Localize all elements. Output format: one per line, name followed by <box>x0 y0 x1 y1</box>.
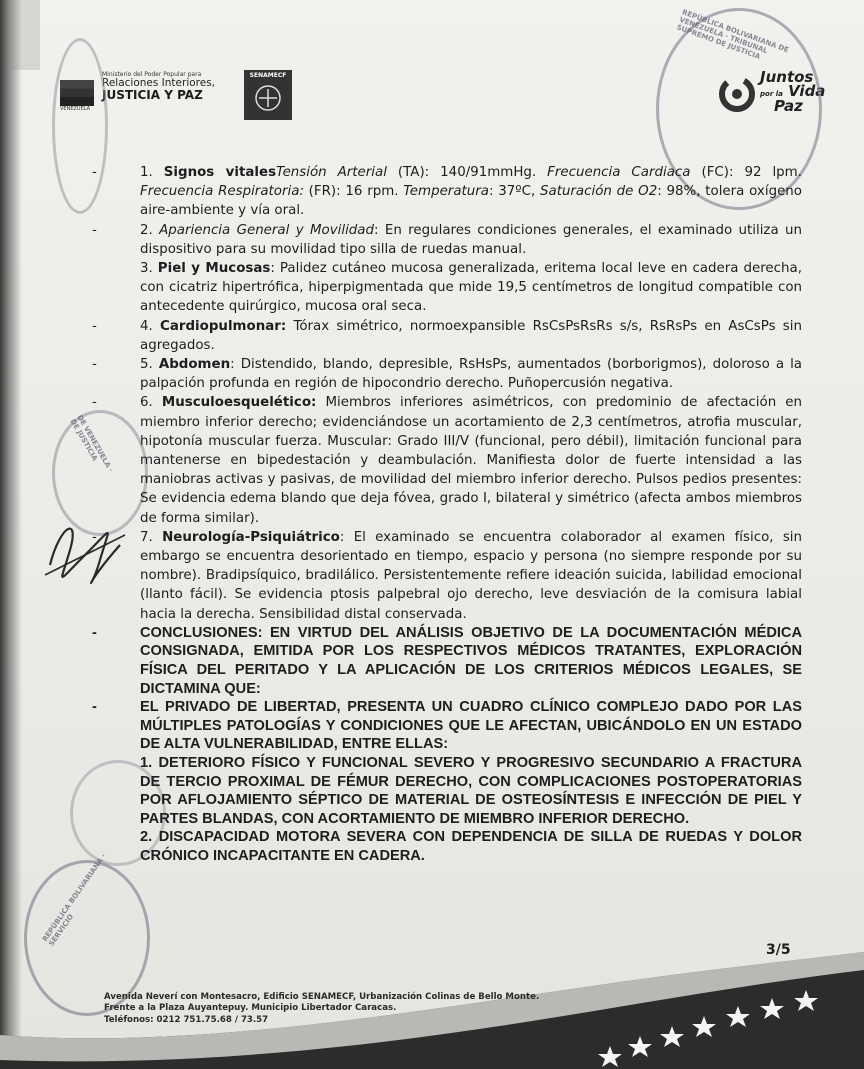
finding-text-segment: Saturación de O2 <box>539 184 658 200</box>
finding-number: 1. <box>140 165 164 180</box>
finding-text-segment: : 98%, tolera oxígeno aire-ambiente y vía oral. <box>140 184 802 219</box>
finding-text-segment: Tensión Arterial <box>276 165 387 180</box>
finding-number: 2. <box>140 222 160 238</box>
finding-text-segment: Tórax simétrico, normoexpansible RsCsPsRsRs s/s, RsRsPs en AsCsPs sin agregados. <box>140 318 802 353</box>
finding-text <box>116 355 802 393</box>
finding-text <box>116 393 802 527</box>
finding-number: 7. <box>140 529 163 545</box>
vida-word: Vida <box>788 82 826 101</box>
finding-title: Piel y Mucosas <box>157 261 271 277</box>
diagnosis-intro-text: EL PRIVADO DE LIBERTAD, PRESENTA UN CUADRO CLÍNICO COMPLEJO DADO POR LAS MÚLTIPLES PATOLOGÍAS Y CONDICIONES QUE LE AFECTAN, UBICÁNDOLO EN UN ESTADO DE ALTA VULNERABILIDAD, ENTRE ELLAS: <box>140 699 802 753</box>
paz-word: Paz <box>774 96 803 115</box>
finding-text-segment: (FR): 16 rpm. <box>303 184 404 200</box>
finding-text-segment: (FC): 92 lpm. <box>690 165 802 180</box>
finding-text-segment: Frecuencia Respiratoria: <box>140 184 304 200</box>
footer-line-1: Avenida Neverí con Montesacro, Edificio SENAMECF, Urbanización Colinas de Bello Monte. <box>104 992 540 1002</box>
diagnosis-2-text: 2. DISCAPACIDAD MOTORA SEVERA CON DEPENDENCIA DE SILLA DE RUEDAS Y DOLOR CRÓNICO INCAPACITANTE EN CADERA. <box>140 829 802 864</box>
senamecf-label: SENAMECF <box>249 72 287 79</box>
mid-left-seal-text: DE VENEZUELA · DE JUSTICIA <box>68 413 115 474</box>
conclusions-heading-paragraph: - CONCLUSIONES: EN VIRTUD DEL ANÁLISIS OBJETIVO DE LA DOCUMENTACIÓN MÉDICA CONSIGNADA, EMITIDA POR LOS RESPECTIVOS MÉDICOS TRATANTES, EXPLORACIÓN FÍSICA DEL PERITADO Y LA APLICACIÓN DE LOS CRITERIOS MÉDICOS LEGALES, SE DICTAMINA QUE: <box>92 624 802 697</box>
finding-number: 5. <box>140 357 159 373</box>
finding-number: 3. <box>140 261 158 277</box>
finding-item: - 6. Musculoesquelético: Miembros inferiores asimétricos, con predominio de afectación en miembro inferior derecho; evidenciándose un acortamiento de 2,3 centímetros, atrofia muscular, hipotonía muscular fuerza. Muscular: Grado III/V (funcional, pero débil), limitación funcional para mantenerse en bipedestación y deambulación. Manifiesta dolor de fuerte intensidad a las maniobras activas y pasivas, de movilidad del miembro inferior derecho. Pulsos pedios presentes: Se evidencia edema blando que deja fóvea, grado I, bilateral y simétrico (afecta ambos miembros de forma similar). <box>116 393 802 527</box>
finding-text-segment: : En regulares condiciones generales, el examinado utiliza un dispositivo para su movilidad tipo silla de ruedas manual. <box>140 222 802 257</box>
finding-text <box>116 528 802 624</box>
diagnosis-2-paragraph <box>116 828 802 865</box>
binding-shadow <box>0 0 22 1069</box>
finding-title: Cardiopulmonar: <box>160 318 287 334</box>
finding-text-segment: Miembros inferiores asimétricos, con predominio de afectación en miembro inferior derecho; evidenciándose un acortamiento de 2,3 centímetros, atrofia muscular, hipotonía muscular fuerza. Muscular: Grado III/V (funcional, pero débil), limitación funcional para mantenerse en bipedestación y deambulación. Manifiesta dolor de fuerte intensidad a las maniobras activas y pasivas, de movilidad del miembro inferior derecho. Pulsos pedios presentes: Se evidencia edema blando que deja fóvea, grado I, bilateral y simétrico (afecta ambos miembros de forma similar). <box>140 395 802 526</box>
finding-item: - 2. Apariencia General y Movilidad: En regulares condiciones generales, el examinado utiliza un dispositivo para su movilidad tipo silla de ruedas manual. <box>116 221 802 259</box>
tribunal-seal-text: REPÚBLICA BOLIVARIANA DE VENEZUELA · TRIBUNAL SUPREMO DE JUSTICIA <box>675 8 790 61</box>
footer-line-3: Teléfonos: 0212 751.75.68 / 73.57 <box>104 1014 269 1025</box>
finding-item: - 4. Cardiopulmonar: Tórax simétrico, normoexpansible RsCsPsRsRs s/s, RsRsPs en AsCsPs sin agregados. <box>116 317 802 355</box>
finding-number: 4. <box>140 318 160 334</box>
finding-item <box>116 259 802 317</box>
finding-text-segment: Apariencia General y Movilidad <box>159 222 375 238</box>
finding-title: Signos vitales <box>163 165 277 180</box>
finding-text <box>116 259 802 317</box>
diagnosis-1-paragraph <box>116 754 802 828</box>
left-edge-seal-stamp <box>52 38 108 214</box>
finding-text-segment: : Distendido, blando, depresible, RsHsPs, aumentados (borborigmos), doloroso a la palpación profunda en región de hipocondrio derecho. Puñopercusión negativa. <box>140 357 802 392</box>
finding-title: Abdomen <box>158 357 231 373</box>
footer-line-2: Frente a la Plaza Auyantepuy. Municipio Libertador Caracas. <box>104 1003 397 1014</box>
ministry-top-line: Ministerio del Poder Popular para <box>102 71 202 78</box>
senamecf-logo <box>244 70 292 120</box>
juntos-word: Juntos <box>760 68 814 86</box>
report-body <box>92 163 802 866</box>
ministry-mid-line: Relaciones Interiores, <box>102 77 216 90</box>
finding-number: 6. <box>140 395 162 411</box>
flag-caption: VENEZUELA <box>60 106 91 112</box>
finding-text <box>116 163 802 221</box>
diagnosis-intro-paragraph: - EL PRIVADO DE LIBERTAD, PRESENTA UN CUADRO CLÍNICO COMPLEJO DADO POR LAS MÚLTIPLES PATOLOGÍAS Y CONDICIONES QUE LE AFECTAN, UBICÁNDOLO EN UN ESTADO DE ALTA VULNERABILIDAD, ENTRE ELLAS: <box>92 699 802 753</box>
finding-text <box>116 221 802 259</box>
por-la-word: por la <box>760 90 783 99</box>
finding-item: - 5. Abdomen: Distendido, blando, depresible, RsHsPs, aumentados (borborigmos), doloroso a la palpación profunda en región de hipocondrio derecho. Puñopercusión negativa. <box>116 355 802 393</box>
finding-item: - 1. Signos vitalesTensión Arterial (TA): 140/91mmHg. Frecuencia Cardiaca (FC): 92 lpm. Frecuencia Respiratoria: (FR): 16 rpm. Temperatura: 37ºC, Saturación de O2: 98%, tolera oxígeno aire-ambiente y vía oral. <box>116 163 802 221</box>
diagnosis-1-text: 1. DETERIORO FÍSICO Y FUNCIONAL SEVERO Y PROGRESIVO SECUNDARIO A FRACTURA DE TERCIO PROXIMAL DE FÉMUR DERECHO, CON COMPLICACIONES POSTOPERATORIAS POR AFLOJAMIENTO SÉPTICO DE MATERIAL DE OSTEOSÍNTESIS E INFECCIÓN DE PIEL Y PARTES BLANDAS, CON ACORTAMIENTO DE MIEMBRO INFERIOR DERECHO. <box>140 755 802 827</box>
finding-text-segment: Temperatura <box>403 184 489 200</box>
conclusions-text: CONCLUSIONES: EN VIRTUD DEL ANÁLISIS OBJETIVO DE LA DOCUMENTACIÓN MÉDICA CONSIGNADA, EMITIDA POR LOS RESPECTIVOS MÉDICOS TRATANTES, EXPLORACIÓN FÍSICA DEL PERITADO Y LA APLICACIÓN DE LOS CRITERIOS MÉDICOS LEGALES, SE DICTAMINA QUE: <box>140 624 802 697</box>
bottom-left-seal-text: REPÚBLICA BOLIVARIANA · SERVICIO <box>40 852 108 948</box>
ministry-main-line: JUSTICIA Y PAZ <box>102 88 203 103</box>
finding-title: Musculoesquelético: <box>161 395 317 411</box>
finding-text-segment: : El examinado se encuentra colaborador al examen físico, sin embargo se encuentra desorientado en tiempo, espacio y persona (no siempre responde por su nombre). Bradipsíquico, bradilálico. Persistentemente refiere ideación suicida, labilidad emocional (llanto fácil). Se evidencia ptosis palpebral ojo derecho, leve desviación de la comisura labial hacia la derecha. Sensibilidad distal conservada. <box>140 529 802 622</box>
finding-item: - 7. Neurología-Psiquiátrico: El examinado se encuentra colaborador al examen físico, sin embargo se encuentra desorientado en tiempo, espacio y persona (no siempre responde por su nombre). Bradipsíquico, bradilálico. Persistentemente refiere ideación suicida, labilidad emocional (llanto fácil). Se evidencia ptosis palpebral ojo derecho, leve desviación de la comisura labial hacia la derecha. Sensibilidad distal conservada. <box>116 528 802 624</box>
finding-text-segment: : Palidez cutáneo mucosa generalizada, eritema local leve en cadera derecha, con cicatriz hipertrófica, hiperpigmentada que mide 19,5 centímetros de longitud compatible con antecedente quirúrgico, mucosa oral seca. <box>140 261 802 315</box>
finding-text-segment: (TA): 140/91mmHg. <box>386 165 548 180</box>
footer-address <box>104 992 539 1026</box>
finding-text-segment: Frecuencia Cardiaca <box>547 165 691 180</box>
page-number: 3/5 <box>766 942 791 958</box>
ministry-name <box>102 72 215 102</box>
finding-title: Neurología-Psiquiátrico <box>162 529 340 545</box>
finding-text <box>116 317 802 355</box>
senamecf-emblem-icon <box>253 83 283 113</box>
finding-text-segment: : 37ºC, <box>488 184 540 200</box>
